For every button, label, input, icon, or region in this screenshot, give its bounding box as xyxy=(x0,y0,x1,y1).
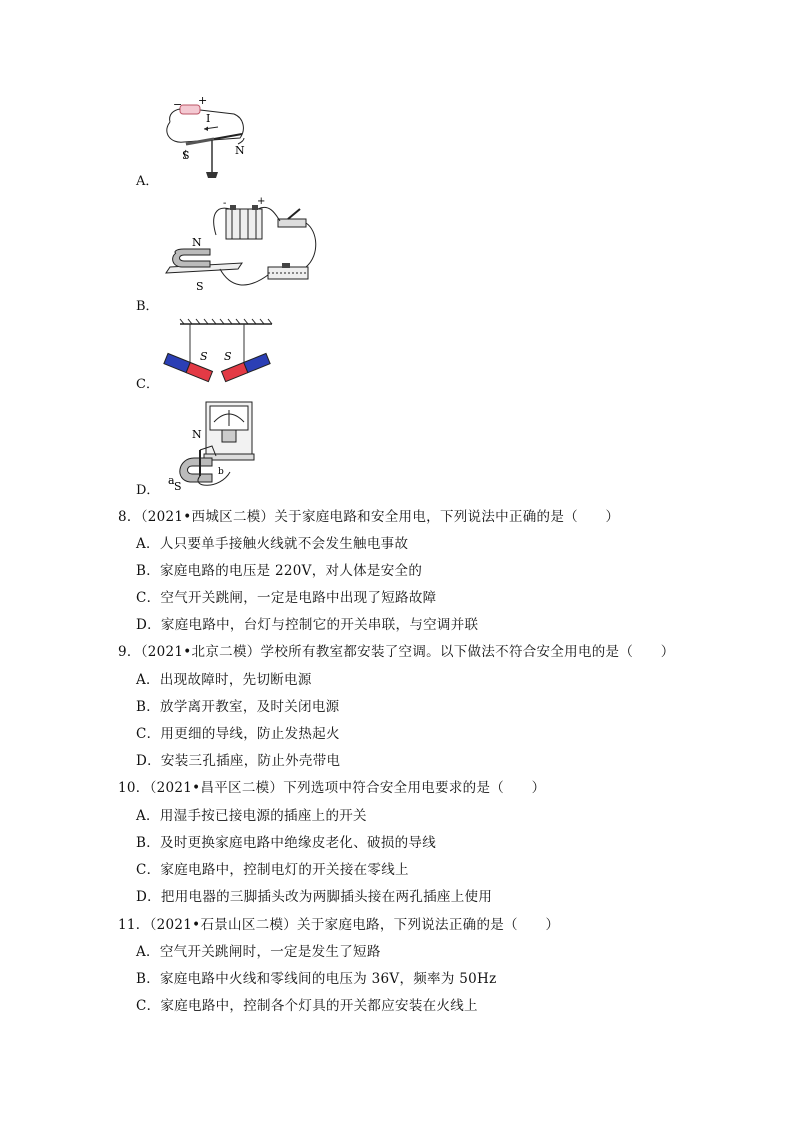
fig-b-north: N xyxy=(192,236,202,249)
question-11-option-c: C．家庭电路中，控制各个灯具的开关都应安装在火线上 xyxy=(136,998,478,1014)
question-9-option-c: C．用更细的导线，防止发热起火 xyxy=(136,726,340,742)
fig-d-b: b xyxy=(218,467,224,477)
option-a-label: A． xyxy=(136,174,159,189)
question-10-stem: 10．（2021•昌平区二模）下列选项中符合安全用电要求的是（ ） xyxy=(118,780,546,796)
question-9-option-b: B．放学离开教室，及时关闭电源 xyxy=(136,699,340,715)
oersted-experiment-figure xyxy=(160,92,260,184)
question-8-option-b: B．家庭电路的电压是 220V，对人体是安全的 xyxy=(136,563,423,579)
fig-a-minus: − xyxy=(173,98,183,111)
fig-b-minus: - xyxy=(223,198,227,209)
fig-c-s1: S xyxy=(200,350,208,363)
option-c-label: C． xyxy=(136,377,159,392)
fig-a-south: S xyxy=(182,149,190,162)
question-8-stem: 8．（2021•西城区二模）关于家庭电路和安全用电，下列说法中正确的是（ ） xyxy=(118,509,620,525)
fig-c-s2: S xyxy=(224,350,232,363)
fig-a-current: I xyxy=(206,112,211,125)
question-11-option-b: B．家庭电路中火线和零线间的电压为 36V，频率为 50Hz xyxy=(136,971,497,987)
question-11-stem: 11．（2021•石景山区二模）关于家庭电路，下列说法正确的是（ ） xyxy=(118,917,560,933)
hanging-magnets-figure xyxy=(160,318,280,388)
motor-circuit-figure xyxy=(160,195,330,297)
question-10-option-b: B．及时更换家庭电路中绝缘皮老化、破损的导线 xyxy=(136,835,437,851)
question-9-option-d: D．安装三孔插座，防止外壳带电 xyxy=(136,753,341,769)
fig-d-a: a xyxy=(168,474,175,487)
fig-d-south: S xyxy=(174,480,182,490)
question-10-option-d: D．把用电器的三脚插头改为两脚插头接在两孔插座上使用 xyxy=(136,889,493,905)
option-b-label: B． xyxy=(136,299,159,314)
question-10-option-a: A．用湿手按已接电源的插座上的开关 xyxy=(136,808,367,824)
question-11-option-a: A．空气开关跳闸时，一定是发生了短路 xyxy=(136,944,381,960)
option-d-label: D． xyxy=(136,483,160,498)
question-8-option-c: C．空气开关跳闸，一定是电路中出现了短路故障 xyxy=(136,590,437,606)
fig-d-north: N xyxy=(192,428,202,441)
question-10-option-c: C．家庭电路中，控制电灯的开关接在零线上 xyxy=(136,862,409,878)
fig-a-north: N xyxy=(235,144,245,157)
question-9-stem: 9．（2021•北京二模）学校所有教室都安装了空调。以下做法不符合安全用电的是（ ） xyxy=(118,644,675,660)
question-8-option-d: D．家庭电路中，台灯与控制它的开关串联，与空调并联 xyxy=(136,617,479,633)
question-9-option-a: A．出现故障时，先切断电源 xyxy=(136,672,312,688)
fig-b-plus: + xyxy=(257,196,266,207)
fig-a-plus: + xyxy=(198,94,208,107)
question-8-option-a: A．人只要单手接触火线就不会发生触电事故 xyxy=(136,536,409,552)
fig-b-south: S xyxy=(196,280,204,293)
electromagnetic-induction-figure xyxy=(160,398,260,490)
